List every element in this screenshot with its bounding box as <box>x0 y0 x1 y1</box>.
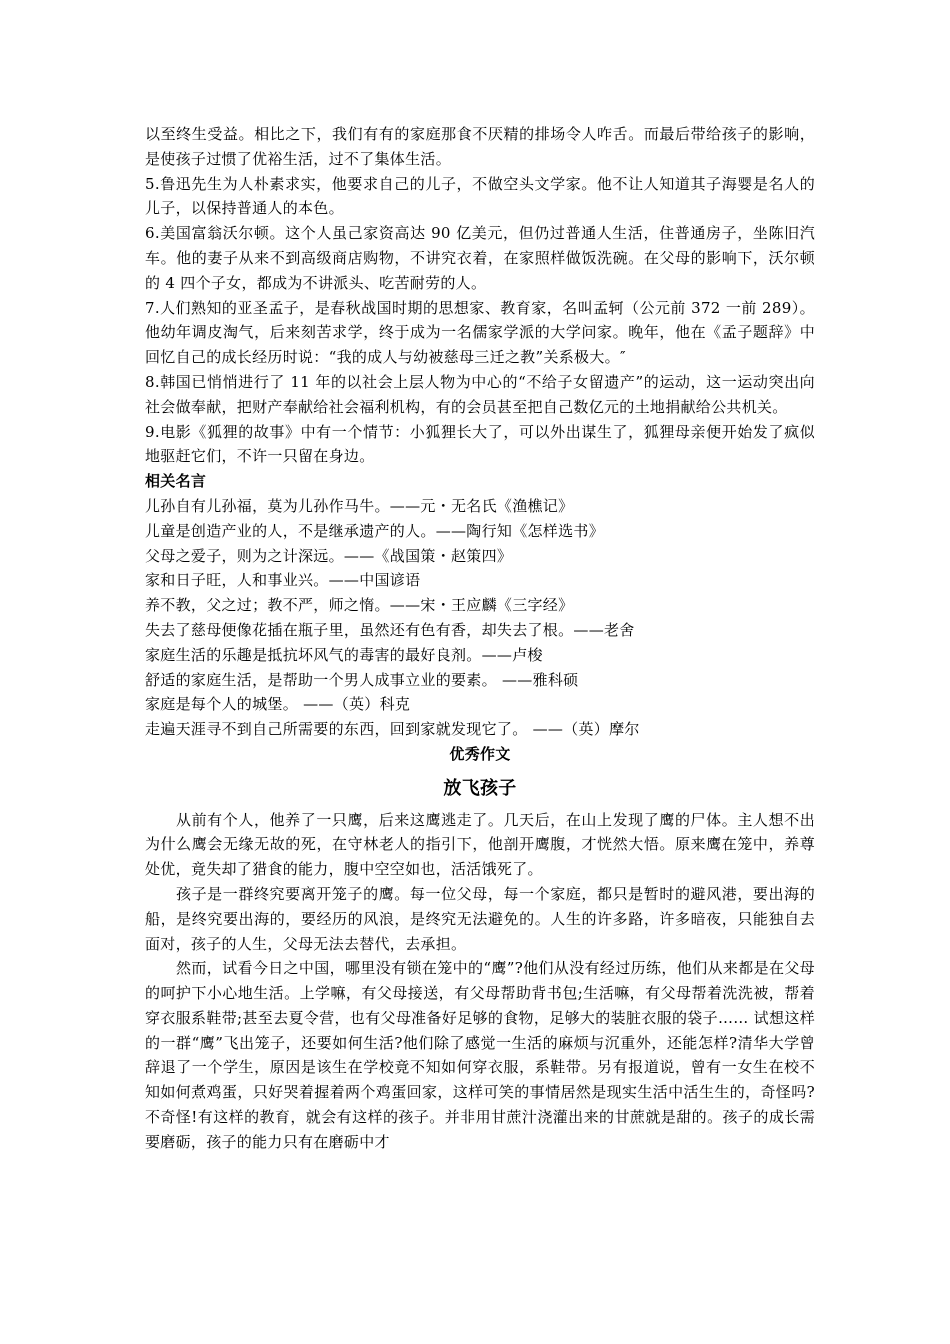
example-item-7: 7.人们熟知的亚圣孟子，是春秋战国时期的思想家、教育家，名叫孟轲（公元前 372 一前 289）。他幼年调皮淘气，后来刻苦求学，终于成为一名儒家学派的大学问家。晚年，他在《孟子题辞》中回忆自己的成长经历时说：“我的成人与幼被慈母三迁之教”关系极大。″ <box>145 298 815 367</box>
quote-item: 舒适的家庭生活，是帮助一个男人成事立业的要素。 ——雅科硕 <box>145 670 579 689</box>
quote-item: 儿童是创造产业的人，不是继承遗产的人。——陶行知《怎样选书》 <box>145 521 605 540</box>
document-body <box>145 122 815 1155</box>
essay-section-heading: 优秀作文 <box>449 744 511 763</box>
essay-paragraph-3: 然而，试看今日之中国，哪里没有锁在笼中的“鹰”?他们从没有经过历练，他们从来都是在父母的呵护下小心地生活。上学嘛，有父母接送，有父母帮助背书包;生活嘛，有父母帮着洗洗被，帮着穿衣服系鞋带;甚至去夏令营，也有父母准备好足够的食物，足够大的装脏衣服的袋子…… 试想这样的一群“鹰”飞出笼子，还要如何生活?他们除了感觉一生活的麻烦与沉重外，还能怎样?清华大学曾辞退了一个学生，原因是该生在学校竟不知如何穿衣服，系鞋带。另有报道说，曾有一女生在校不知如何煮鸡蛋，只好哭着握着两个鸡蛋回家，这样可笑的事情居然是现实生活中活生生的，奇怪吗?不奇怪!有这样的教育，就会有这样的孩子。并非用甘蔗汁浇灌出来的甘蔗就是甜的。孩子的成长需要磨砺，孩子的能力只有在磨砺中才 <box>145 959 815 1151</box>
quote-item: 儿孙自有儿孙福，莫为儿孙作马牛。——元・无名氏《渔樵记》 <box>145 496 574 515</box>
quote-item: 父母之爱子，则为之计深远。——《战国策・赵策四》 <box>145 546 513 565</box>
example-continuation: 以至终生受益。相比之下，我们有有的家庭那食不厌精的排场令人咋舌。而最后带给孩子的影响，是使孩子过惯了优裕生活，过不了集体生活。 <box>145 125 815 168</box>
quote-item: 养不教，父之过；教不严，师之惰。——宋・王应麟《三字经》 <box>145 596 574 615</box>
quote-item: 走遍天涯寻不到自己所需要的东西，回到家就发现它了。 ——（英）摩尔 <box>145 720 640 739</box>
quote-item: 家庭生活的乐趣是抵抗坏风气的毒害的最好良剂。——卢梭 <box>145 645 543 664</box>
example-item-8: 8.韩国已悄悄进行了 11 年的以社会上层人物为中心的“不给子女留遗产”的运动，这一运动突出向社会做奉献，把财产奉献给社会福利机构，有的会员甚至把自己数亿元的土地捐献给公共机关。 <box>145 372 815 416</box>
essay-paragraph-2: 孩子是一群终究要离开笼子的鹰。每一位父母，每一个家庭，都只是暂时的避风港，要出海的船，是终究要出海的，要经历的风浪，是终究无法避免的。人生的许多路，许多暗夜，只能独自去面对，孩子的人生，父母无法去替代，去承担。 <box>145 884 815 953</box>
essay-paragraph-1: 从前有个人，他养了一只鹰，后来这鹰逃走了。几天后，在山上发现了鹰的尸体。主人想不出为什么鹰会无缘无故的死，在守林老人的指引下，他剖开鹰腹，才恍然大悟。原来鹰在笼中，养尊处优，竟失却了猎食的能力，腹中空空如也，活活饿死了。 <box>145 810 815 879</box>
essay-title: 放飞孩子 <box>443 777 517 799</box>
example-item-6: 6.美国富翁沃尔顿。这个人虽己家资高达 90 亿美元，但仍过普通人生活，住普通房子，坐陈旧汽车。他的妻子从来不到高级商店购物，不讲究衣着，在家照样做饭洗碗。在父母的影响下，沃尔顿的 4 四个子女，都成为不讲派头、吃苦耐劳的人。 <box>145 224 815 292</box>
example-item-5: 5.鲁迅先生为人朴素求实，他要求自己的儿子，不做空头文学家。他不让人知道其子海婴是名人的儿子，以保持普通人的本色。 <box>145 174 815 218</box>
quote-item: 家和日子旺，人和事业兴。——中国谚语 <box>145 571 421 590</box>
quote-item: 家庭是每个人的城堡。 ——（英）科克 <box>145 695 411 714</box>
quotes-heading: 相关名言 <box>145 472 207 491</box>
example-item-9: 9.电影《狐狸的故事》中有一个情节：小狐狸长大了，可以外出谋生了，狐狸母亲便开始发了疯似地驱赶它们，不许一只留在身边。 <box>145 422 815 466</box>
quote-item: 失去了慈母便像花插在瓶子里，虽然还有色有香，却失去了根。——老舍 <box>145 620 635 639</box>
